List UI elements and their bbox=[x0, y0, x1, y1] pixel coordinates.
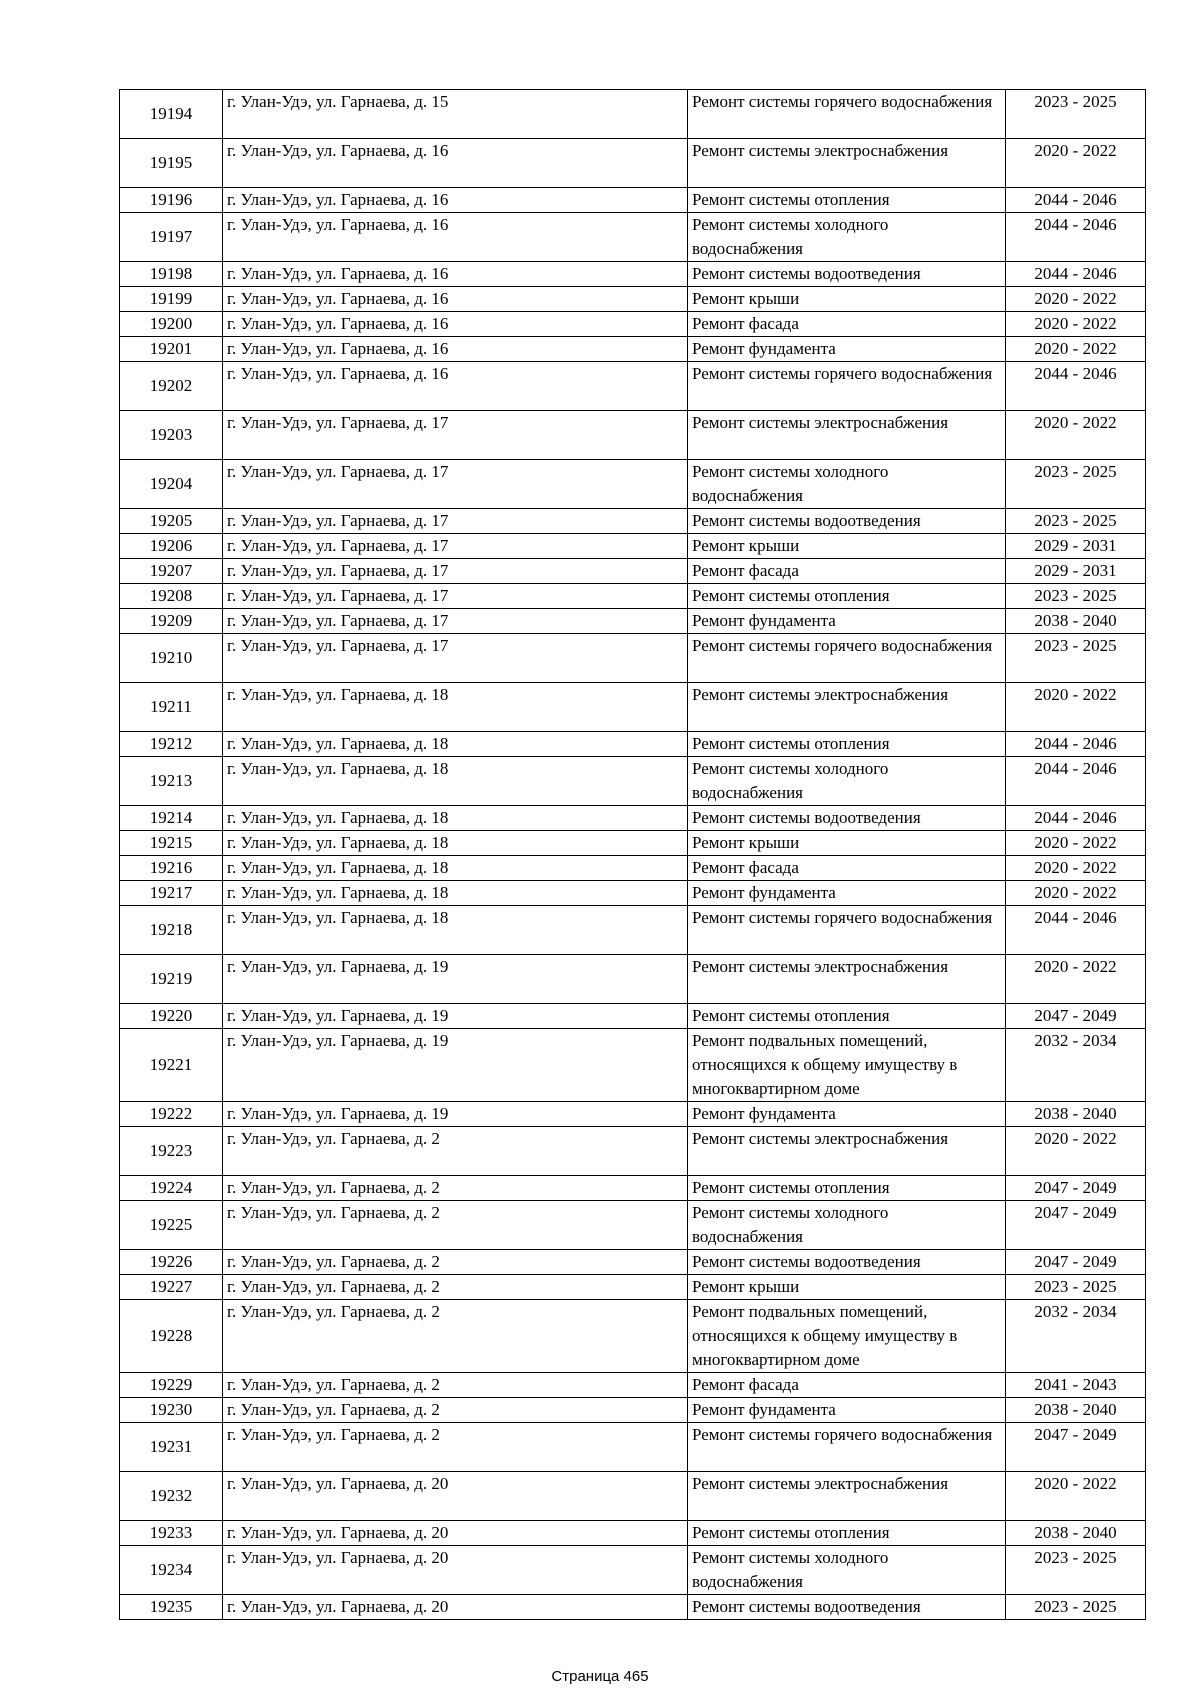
row-id-cell: 19219 bbox=[120, 955, 223, 1004]
address-cell: г. Улан-Удэ, ул. Гарнаева, д. 19 bbox=[223, 1004, 688, 1029]
table-row bbox=[120, 1201, 1146, 1250]
row-id-cell: 19199 bbox=[120, 287, 223, 312]
table-row bbox=[120, 609, 1146, 634]
work-type-cell: Ремонт системы горячего водоснабжения bbox=[688, 1423, 1006, 1472]
table-row bbox=[120, 460, 1146, 509]
work-type-cell: Ремонт системы отопления bbox=[688, 584, 1006, 609]
period-cell: 2020 - 2022 bbox=[1006, 337, 1146, 362]
address-cell: г. Улан-Удэ, ул. Гарнаева, д. 17 bbox=[223, 634, 688, 683]
row-id-cell: 19211 bbox=[120, 683, 223, 732]
address-cell: г. Улан-Удэ, ул. Гарнаева, д. 2 bbox=[223, 1201, 688, 1250]
period-cell: 2032 - 2034 bbox=[1006, 1029, 1146, 1102]
work-type-cell: Ремонт фундамента bbox=[688, 1398, 1006, 1423]
address-cell: г. Улан-Удэ, ул. Гарнаева, д. 16 bbox=[223, 139, 688, 188]
address-cell: г. Улан-Удэ, ул. Гарнаева, д. 20 bbox=[223, 1595, 688, 1620]
period-cell: 2038 - 2040 bbox=[1006, 1398, 1146, 1423]
page-number: Страница 465 bbox=[551, 1668, 649, 1685]
address-cell: г. Улан-Удэ, ул. Гарнаева, д. 2 bbox=[223, 1398, 688, 1423]
address-cell: г. Улан-Удэ, ул. Гарнаева, д. 2 bbox=[223, 1373, 688, 1398]
work-type-cell: Ремонт системы электроснабжения bbox=[688, 955, 1006, 1004]
period-cell: 2023 - 2025 bbox=[1006, 1595, 1146, 1620]
period-cell: 2020 - 2022 bbox=[1006, 881, 1146, 906]
period-cell: 2047 - 2049 bbox=[1006, 1250, 1146, 1275]
table-row bbox=[120, 1595, 1146, 1620]
work-type-cell: Ремонт системы водоотведения bbox=[688, 1250, 1006, 1275]
table-row bbox=[120, 806, 1146, 831]
table-row bbox=[120, 634, 1146, 683]
work-type-cell: Ремонт системы электроснабжения bbox=[688, 411, 1006, 460]
work-type-cell: Ремонт крыши bbox=[688, 534, 1006, 559]
row-id-cell: 19214 bbox=[120, 806, 223, 831]
row-id-cell: 19203 bbox=[120, 411, 223, 460]
row-id-cell: 19232 bbox=[120, 1472, 223, 1521]
period-cell: 2020 - 2022 bbox=[1006, 139, 1146, 188]
table-row bbox=[120, 1176, 1146, 1201]
row-id-cell: 19208 bbox=[120, 584, 223, 609]
work-type-cell: Ремонт фасада bbox=[688, 312, 1006, 337]
table-row bbox=[120, 312, 1146, 337]
period-cell: 2020 - 2022 bbox=[1006, 1472, 1146, 1521]
period-cell: 2029 - 2031 bbox=[1006, 534, 1146, 559]
row-id-cell: 19216 bbox=[120, 856, 223, 881]
row-id-cell: 19201 bbox=[120, 337, 223, 362]
table-row bbox=[120, 1004, 1146, 1029]
period-cell: 2023 - 2025 bbox=[1006, 1275, 1146, 1300]
row-id-cell: 19205 bbox=[120, 509, 223, 534]
row-id-cell: 19228 bbox=[120, 1300, 223, 1373]
table-body bbox=[120, 90, 1146, 1620]
row-id-cell: 19223 bbox=[120, 1127, 223, 1176]
work-type-cell: Ремонт системы отопления bbox=[688, 1004, 1006, 1029]
work-type-cell: Ремонт системы холодного водоснабжения bbox=[688, 213, 1006, 262]
work-type-cell: Ремонт системы отопления bbox=[688, 188, 1006, 213]
row-id-cell: 19207 bbox=[120, 559, 223, 584]
work-type-cell: Ремонт системы холодного водоснабжения bbox=[688, 1546, 1006, 1595]
table-row bbox=[120, 1275, 1146, 1300]
period-cell: 2020 - 2022 bbox=[1006, 683, 1146, 732]
table-row bbox=[120, 955, 1146, 1004]
address-cell: г. Улан-Удэ, ул. Гарнаева, д. 2 bbox=[223, 1275, 688, 1300]
address-cell: г. Улан-Удэ, ул. Гарнаева, д. 16 bbox=[223, 337, 688, 362]
row-id-cell: 19194 bbox=[120, 90, 223, 139]
table-row bbox=[120, 584, 1146, 609]
period-cell: 2041 - 2043 bbox=[1006, 1373, 1146, 1398]
work-type-cell: Ремонт системы холодного водоснабжения bbox=[688, 757, 1006, 806]
repair-schedule-table bbox=[119, 89, 1146, 1620]
work-type-cell: Ремонт подвальных помещений, относящихся к общему имуществу в многоквартирном доме bbox=[688, 1029, 1006, 1102]
table-row bbox=[120, 1250, 1146, 1275]
row-id-cell: 19215 bbox=[120, 831, 223, 856]
work-type-cell: Ремонт системы водоотведения bbox=[688, 1595, 1006, 1620]
period-cell: 2023 - 2025 bbox=[1006, 90, 1146, 139]
table-row bbox=[120, 1521, 1146, 1546]
period-cell: 2023 - 2025 bbox=[1006, 1546, 1146, 1595]
work-type-cell: Ремонт фасада bbox=[688, 856, 1006, 881]
row-id-cell: 19212 bbox=[120, 732, 223, 757]
address-cell: г. Улан-Удэ, ул. Гарнаева, д. 18 bbox=[223, 806, 688, 831]
row-id-cell: 19202 bbox=[120, 362, 223, 411]
period-cell: 2020 - 2022 bbox=[1006, 831, 1146, 856]
period-cell: 2038 - 2040 bbox=[1006, 1102, 1146, 1127]
address-cell: г. Улан-Удэ, ул. Гарнаева, д. 15 bbox=[223, 90, 688, 139]
period-cell: 2044 - 2046 bbox=[1006, 906, 1146, 955]
table-row bbox=[120, 1102, 1146, 1127]
work-type-cell: Ремонт системы электроснабжения bbox=[688, 1127, 1006, 1176]
table-row bbox=[120, 906, 1146, 955]
row-id-cell: 19234 bbox=[120, 1546, 223, 1595]
address-cell: г. Улан-Удэ, ул. Гарнаева, д. 17 bbox=[223, 609, 688, 634]
row-id-cell: 19225 bbox=[120, 1201, 223, 1250]
row-id-cell: 19213 bbox=[120, 757, 223, 806]
address-cell: г. Улан-Удэ, ул. Гарнаева, д. 18 bbox=[223, 732, 688, 757]
address-cell: г. Улан-Удэ, ул. Гарнаева, д. 17 bbox=[223, 460, 688, 509]
row-id-cell: 19226 bbox=[120, 1250, 223, 1275]
row-id-cell: 19224 bbox=[120, 1176, 223, 1201]
address-cell: г. Улан-Удэ, ул. Гарнаева, д. 18 bbox=[223, 881, 688, 906]
address-cell: г. Улан-Удэ, ул. Гарнаева, д. 18 bbox=[223, 757, 688, 806]
address-cell: г. Улан-Удэ, ул. Гарнаева, д. 18 bbox=[223, 906, 688, 955]
row-id-cell: 19217 bbox=[120, 881, 223, 906]
table-row bbox=[120, 362, 1146, 411]
period-cell: 2044 - 2046 bbox=[1006, 213, 1146, 262]
table-row bbox=[120, 90, 1146, 139]
table-row bbox=[120, 1423, 1146, 1472]
address-cell: г. Улан-Удэ, ул. Гарнаева, д. 20 bbox=[223, 1546, 688, 1595]
table-row bbox=[120, 262, 1146, 287]
period-cell: 2044 - 2046 bbox=[1006, 757, 1146, 806]
table-row bbox=[120, 509, 1146, 534]
table-row bbox=[120, 411, 1146, 460]
table-row bbox=[120, 1029, 1146, 1102]
work-type-cell: Ремонт фундамента bbox=[688, 609, 1006, 634]
address-cell: г. Улан-Удэ, ул. Гарнаева, д. 19 bbox=[223, 1029, 688, 1102]
period-cell: 2044 - 2046 bbox=[1006, 732, 1146, 757]
work-type-cell: Ремонт фундамента bbox=[688, 881, 1006, 906]
row-id-cell: 19229 bbox=[120, 1373, 223, 1398]
table-row bbox=[120, 1398, 1146, 1423]
period-cell: 2047 - 2049 bbox=[1006, 1176, 1146, 1201]
period-cell: 2020 - 2022 bbox=[1006, 856, 1146, 881]
table-row bbox=[120, 213, 1146, 262]
period-cell: 2023 - 2025 bbox=[1006, 460, 1146, 509]
table-row bbox=[120, 1127, 1146, 1176]
work-type-cell: Ремонт системы горячего водоснабжения bbox=[688, 906, 1006, 955]
row-id-cell: 19221 bbox=[120, 1029, 223, 1102]
table-row bbox=[120, 139, 1146, 188]
period-cell: 2020 - 2022 bbox=[1006, 287, 1146, 312]
work-type-cell: Ремонт фундамента bbox=[688, 337, 1006, 362]
period-cell: 2020 - 2022 bbox=[1006, 312, 1146, 337]
work-type-cell: Ремонт подвальных помещений, относящихся к общему имуществу в многоквартирном доме bbox=[688, 1300, 1006, 1373]
work-type-cell: Ремонт системы отопления bbox=[688, 1176, 1006, 1201]
table-row bbox=[120, 1472, 1146, 1521]
row-id-cell: 19218 bbox=[120, 906, 223, 955]
work-type-cell: Ремонт фасада bbox=[688, 1373, 1006, 1398]
table-row bbox=[120, 856, 1146, 881]
address-cell: г. Улан-Удэ, ул. Гарнаева, д. 18 bbox=[223, 831, 688, 856]
period-cell: 2044 - 2046 bbox=[1006, 188, 1146, 213]
work-type-cell: Ремонт системы горячего водоснабжения bbox=[688, 90, 1006, 139]
period-cell: 2023 - 2025 bbox=[1006, 509, 1146, 534]
row-id-cell: 19230 bbox=[120, 1398, 223, 1423]
row-id-cell: 19227 bbox=[120, 1275, 223, 1300]
period-cell: 2044 - 2046 bbox=[1006, 362, 1146, 411]
address-cell: г. Улан-Удэ, ул. Гарнаева, д. 16 bbox=[223, 362, 688, 411]
work-type-cell: Ремонт крыши bbox=[688, 831, 1006, 856]
row-id-cell: 19222 bbox=[120, 1102, 223, 1127]
work-type-cell: Ремонт фасада bbox=[688, 559, 1006, 584]
address-cell: г. Улан-Удэ, ул. Гарнаева, д. 16 bbox=[223, 312, 688, 337]
table-row bbox=[120, 337, 1146, 362]
address-cell: г. Улан-Удэ, ул. Гарнаева, д. 18 bbox=[223, 856, 688, 881]
address-cell: г. Улан-Удэ, ул. Гарнаева, д. 16 bbox=[223, 262, 688, 287]
address-cell: г. Улан-Удэ, ул. Гарнаева, д. 20 bbox=[223, 1472, 688, 1521]
row-id-cell: 19235 bbox=[120, 1595, 223, 1620]
period-cell: 2020 - 2022 bbox=[1006, 1127, 1146, 1176]
period-cell: 2047 - 2049 bbox=[1006, 1004, 1146, 1029]
row-id-cell: 19197 bbox=[120, 213, 223, 262]
address-cell: г. Улан-Удэ, ул. Гарнаева, д. 16 bbox=[223, 188, 688, 213]
period-cell: 2044 - 2046 bbox=[1006, 262, 1146, 287]
table-row bbox=[120, 287, 1146, 312]
work-type-cell: Ремонт системы водоотведения bbox=[688, 509, 1006, 534]
table-row bbox=[120, 831, 1146, 856]
address-cell: г. Улан-Удэ, ул. Гарнаева, д. 17 bbox=[223, 534, 688, 559]
row-id-cell: 19204 bbox=[120, 460, 223, 509]
period-cell: 2020 - 2022 bbox=[1006, 955, 1146, 1004]
work-type-cell: Ремонт фундамента bbox=[688, 1102, 1006, 1127]
address-cell: г. Улан-Удэ, ул. Гарнаева, д. 19 bbox=[223, 955, 688, 1004]
address-cell: г. Улан-Удэ, ул. Гарнаева, д. 2 bbox=[223, 1127, 688, 1176]
address-cell: г. Улан-Удэ, ул. Гарнаева, д. 2 bbox=[223, 1176, 688, 1201]
address-cell: г. Улан-Удэ, ул. Гарнаева, д. 2 bbox=[223, 1423, 688, 1472]
period-cell: 2047 - 2049 bbox=[1006, 1423, 1146, 1472]
work-type-cell: Ремонт системы горячего водоснабжения bbox=[688, 362, 1006, 411]
work-type-cell: Ремонт системы электроснабжения bbox=[688, 139, 1006, 188]
row-id-cell: 19196 bbox=[120, 188, 223, 213]
period-cell: 2038 - 2040 bbox=[1006, 609, 1146, 634]
work-type-cell: Ремонт системы отопления bbox=[688, 1521, 1006, 1546]
table-row bbox=[120, 1300, 1146, 1373]
work-type-cell: Ремонт системы электроснабжения bbox=[688, 1472, 1006, 1521]
table-row bbox=[120, 683, 1146, 732]
address-cell: г. Улан-Удэ, ул. Гарнаева, д. 19 bbox=[223, 1102, 688, 1127]
period-cell: 2032 - 2034 bbox=[1006, 1300, 1146, 1373]
row-id-cell: 19220 bbox=[120, 1004, 223, 1029]
work-type-cell: Ремонт системы холодного водоснабжения bbox=[688, 460, 1006, 509]
period-cell: 2023 - 2025 bbox=[1006, 634, 1146, 683]
row-id-cell: 19200 bbox=[120, 312, 223, 337]
address-cell: г. Улан-Удэ, ул. Гарнаева, д. 20 bbox=[223, 1521, 688, 1546]
table-row bbox=[120, 757, 1146, 806]
period-cell: 2023 - 2025 bbox=[1006, 584, 1146, 609]
row-id-cell: 19231 bbox=[120, 1423, 223, 1472]
table-row bbox=[120, 559, 1146, 584]
period-cell: 2047 - 2049 bbox=[1006, 1201, 1146, 1250]
period-cell: 2020 - 2022 bbox=[1006, 411, 1146, 460]
row-id-cell: 19198 bbox=[120, 262, 223, 287]
work-type-cell: Ремонт системы горячего водоснабжения bbox=[688, 634, 1006, 683]
row-id-cell: 19206 bbox=[120, 534, 223, 559]
address-cell: г. Улан-Удэ, ул. Гарнаева, д. 16 bbox=[223, 213, 688, 262]
period-cell: 2029 - 2031 bbox=[1006, 559, 1146, 584]
address-cell: г. Улан-Удэ, ул. Гарнаева, д. 2 bbox=[223, 1250, 688, 1275]
table-row bbox=[120, 188, 1146, 213]
work-type-cell: Ремонт системы электроснабжения bbox=[688, 683, 1006, 732]
address-cell: г. Улан-Удэ, ул. Гарнаева, д. 16 bbox=[223, 287, 688, 312]
row-id-cell: 19233 bbox=[120, 1521, 223, 1546]
work-type-cell: Ремонт системы отопления bbox=[688, 732, 1006, 757]
work-type-cell: Ремонт крыши bbox=[688, 1275, 1006, 1300]
table-row bbox=[120, 1373, 1146, 1398]
period-cell: 2044 - 2046 bbox=[1006, 806, 1146, 831]
row-id-cell: 19209 bbox=[120, 609, 223, 634]
address-cell: г. Улан-Удэ, ул. Гарнаева, д. 2 bbox=[223, 1300, 688, 1373]
work-type-cell: Ремонт системы водоотведения bbox=[688, 262, 1006, 287]
period-cell: 2038 - 2040 bbox=[1006, 1521, 1146, 1546]
work-type-cell: Ремонт крыши bbox=[688, 287, 1006, 312]
table-row bbox=[120, 732, 1146, 757]
address-cell: г. Улан-Удэ, ул. Гарнаева, д. 17 bbox=[223, 411, 688, 460]
table-row bbox=[120, 1546, 1146, 1595]
work-type-cell: Ремонт системы холодного водоснабжения bbox=[688, 1201, 1006, 1250]
table-row bbox=[120, 881, 1146, 906]
row-id-cell: 19210 bbox=[120, 634, 223, 683]
address-cell: г. Улан-Удэ, ул. Гарнаева, д. 18 bbox=[223, 683, 688, 732]
address-cell: г. Улан-Удэ, ул. Гарнаева, д. 17 bbox=[223, 559, 688, 584]
row-id-cell: 19195 bbox=[120, 139, 223, 188]
table-row bbox=[120, 534, 1146, 559]
work-type-cell: Ремонт системы водоотведения bbox=[688, 806, 1006, 831]
address-cell: г. Улан-Удэ, ул. Гарнаева, д. 17 bbox=[223, 584, 688, 609]
address-cell: г. Улан-Удэ, ул. Гарнаева, д. 17 bbox=[223, 509, 688, 534]
